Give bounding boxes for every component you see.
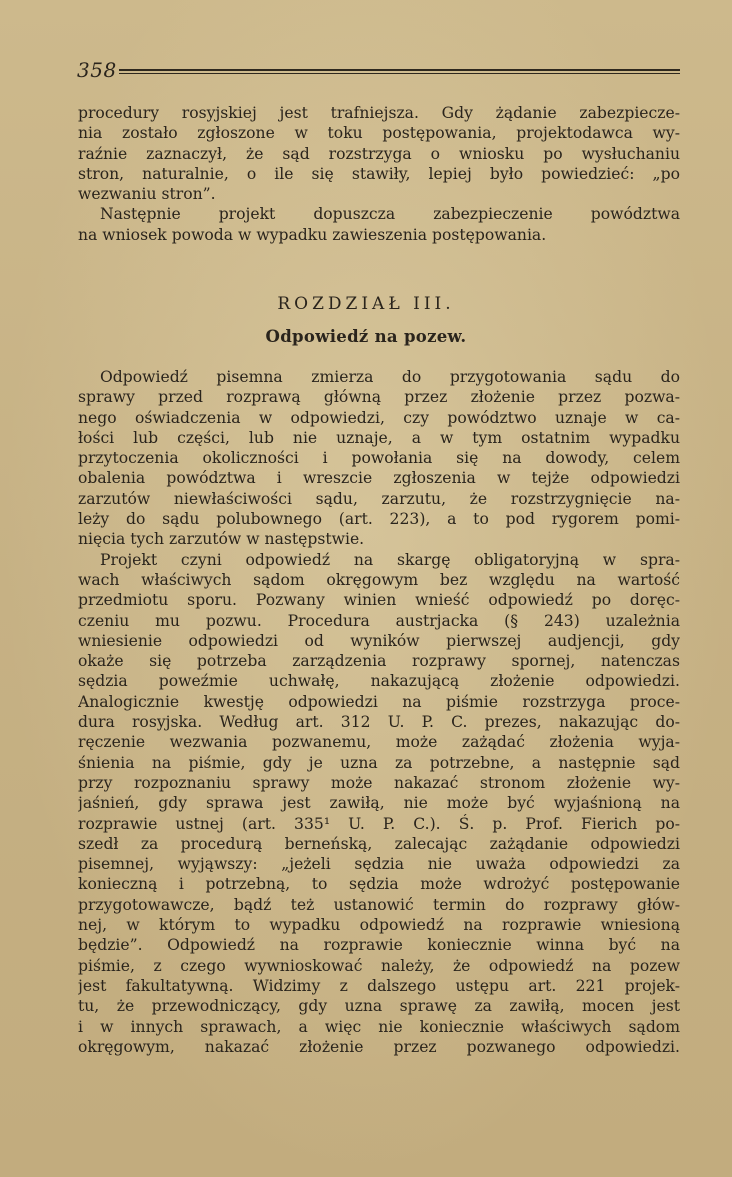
- chapter-subtitle: Odpowiedź na pozew.: [265, 327, 467, 346]
- text-line: raźnie zaznaczył, że sąd rozstrzyga o wniosku po wysłuchaniu: [78, 144, 680, 163]
- text-line: zarzutów niewłaściwości sądu, zarzutu, że rozstrzygnięcie na-: [78, 489, 680, 508]
- text-line: Projekt czyni odpowiedź na skargę obligatoryjną w spra-: [100, 550, 680, 569]
- text-line: okaże się potrzeba zarządzenia rozprawy spornej, natenczas: [78, 652, 680, 671]
- text-line: i w innych sprawach, a więc nie koniecznie właściwych sądom: [78, 1017, 680, 1036]
- text-line: wniesienie odpowiedzi od wyników pierwszej audjencji, gdy: [78, 631, 680, 650]
- text-line: okręgowym, nakazać złożenie przez pozwanego odpowiedzi.: [78, 1037, 680, 1056]
- text-line: Następnie projekt dopuszcza zabezpieczenie powództwa: [100, 205, 680, 224]
- text-line: jest fakultatywną. Widzimy z dalszego ustępu art. 221 projek-: [78, 976, 680, 995]
- text-line: pisemnej, wyjąwszy: „jeżeli sędzia nie uważa odpowiedzi za: [78, 855, 680, 874]
- text-line: leży do sądu polubownego (art. 223), a to pod rygorem pomi-: [78, 510, 680, 529]
- text-line: Analogicznie kwestję odpowiedzi na piśmie rozstrzyga proce-: [78, 692, 680, 711]
- header-rule: [119, 69, 680, 71]
- text-line: nia zostało zgłoszone w toku postępowania, projektodawca wy-: [78, 124, 680, 143]
- text-line: piśmie, z czego wywnioskować należy, że odpowiedź na pozew: [78, 956, 680, 975]
- text-line: tu, że przewodniczący, gdy uzna sprawę za zawiłą, mocen jest: [78, 997, 680, 1016]
- text-line: łości lub części, lub nie uznaje, a w tym ostatnim wypadku: [78, 428, 680, 447]
- text-line: Odpowiedź pisemna zmierza do przygotowania sądu do: [100, 368, 680, 386]
- text-line: śnienia na piśmie, gdy je uzna za potrzebne, a następnie sąd: [78, 753, 680, 772]
- body-paragraphs: [78, 367, 680, 1057]
- text-line: stron, naturalnie, o ile się stawiły, lepiej było powiedzieć: „po: [78, 164, 680, 183]
- text-line: przytoczenia okoliczności i powołania się na dowody, celem: [78, 449, 680, 468]
- text-line: ręczenie wezwania pozwanemu, może zażądać złożenia wyja-: [78, 733, 680, 752]
- text-line: rozprawie ustnej (art. 335¹ U. P. C.). Ś. p. Prof. Fierich po-: [78, 814, 680, 833]
- page-number: 358: [77, 58, 117, 82]
- text-line: sprawy przed rozprawą główną przez złożenie przez pozwa-: [78, 388, 680, 407]
- text-line: przy rozpoznaniu sprawy może nakazać stronom złożenie wy-: [78, 773, 680, 792]
- intro-paragraphs: [78, 103, 680, 245]
- text-line: szedł za procedurą berneńską, zalecając zażądanie odpowiedzi: [78, 834, 680, 853]
- text-line: procedury rosyjskiej jest trafniejsza. Gdy żądanie zabezpiecze-: [78, 104, 680, 122]
- text-line: będzie”. Odpowiedź na rozprawie koniecznie winna być na: [78, 936, 680, 955]
- chapter-title: ROZDZIAŁ III.: [277, 294, 455, 314]
- text-line: czeniu mu pozwu. Procedura austrjacka (§ 243) uzależnia: [78, 611, 680, 630]
- text-line: wach właściwych sądom okręgowym bez względu na wartość: [78, 570, 680, 589]
- text-line: jaśnień, gdy sprawa jest zawiłą, nie może być wyjaśnioną na: [78, 794, 680, 813]
- header-rule-thin: [119, 73, 680, 74]
- page-header: [77, 58, 680, 86]
- text-line: dura rosyjska. Według art. 312 U. P. C. prezes, nakazując do-: [78, 713, 680, 732]
- text-line: obalenia powództwa i wreszcie zgłoszenia w tejże odpowiedzi: [78, 469, 680, 488]
- text-line: nej, w którym to wypadku odpowiedź na rozprawie wniesioną: [78, 916, 680, 935]
- text-line: na wniosek powoda w wypadku zawieszenia postępowania.: [78, 225, 547, 244]
- text-line: nego oświadczenia w odpowiedzi, czy powództwo uznaje w ca-: [78, 408, 680, 427]
- text-line: przedmiotu sporu. Pozwany winien wnieść odpowiedź po doręc-: [78, 591, 680, 610]
- text-line: sędzia poweźmie uchwałę, nakazującą złożenie odpowiedzi.: [78, 672, 680, 691]
- text-line: nięcia tych zarzutów w następstwie.: [78, 530, 365, 549]
- text-line: wezwaniu stron”.: [78, 185, 216, 204]
- text-line: przygotowawcze, bądź też ustanowić termin do rozprawy głów-: [78, 895, 680, 914]
- text-line: konieczną i potrzebną, to sędzia może wdrożyć postępowanie: [78, 875, 680, 894]
